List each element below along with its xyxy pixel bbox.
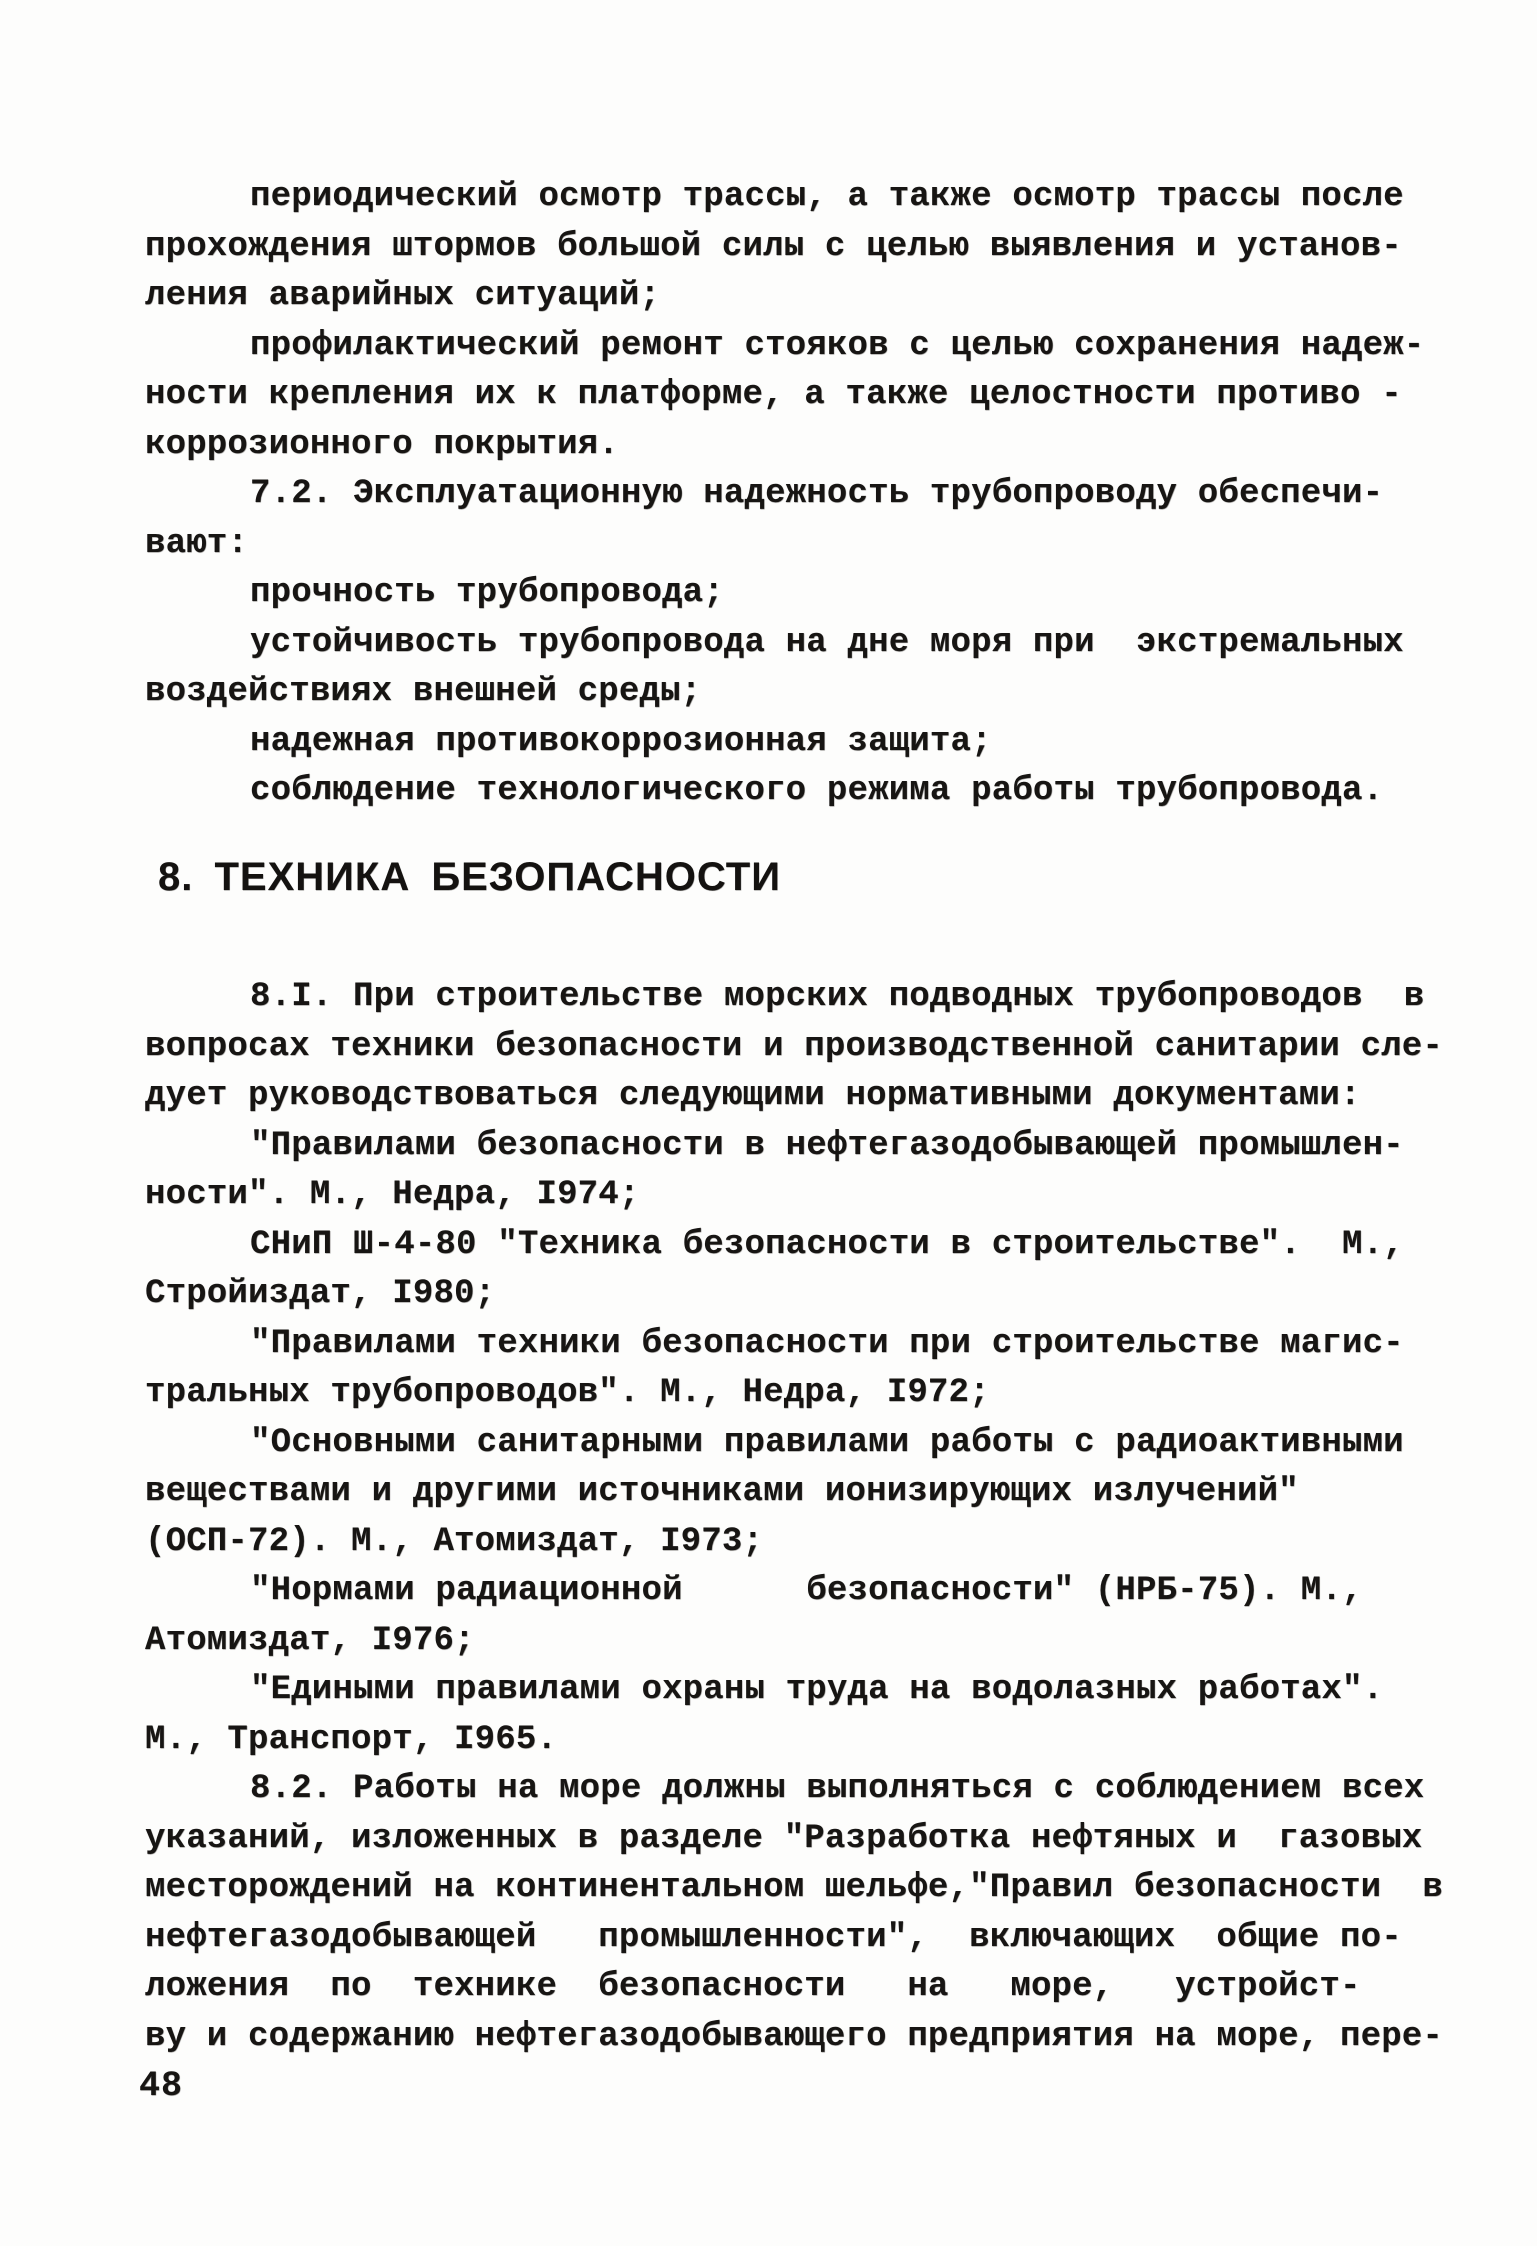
text-line: вают:: [145, 524, 249, 563]
text-line: воздействиях внешней среды;: [145, 673, 702, 711]
section-heading: 8. ТЕХНИКА БЕЗОПАСНОСТИ: [158, 854, 781, 899]
text-line: надежная противокоррозионная защита;: [250, 722, 992, 761]
text-line: прохождения штормов большой силы с целью выявления и установ-: [145, 227, 1402, 266]
text-line: устойчивость трубопровода на дне моря при экстремальных: [250, 623, 1404, 662]
text-line: вопросах техники безопасности и производственной санитарии сле-: [145, 1027, 1444, 1066]
text-line: нефтегазодобывающей промышленности", включающих общие по-: [145, 1918, 1402, 1957]
text-line: 7.2. Эксплуатационную надежность трубопроводу обеспечи-: [250, 475, 1384, 513]
text-line: "Правилами техники безопасности при строительстве магис-: [250, 1324, 1404, 1363]
document-lines: [139, 173, 1475, 2112]
text-line: коррозионного покрытия.: [145, 425, 619, 464]
text-line: "Едиными правилами охраны труда на водолазных работах".: [250, 1671, 1384, 1709]
text-line: 8.I. При строительстве морских подводных трубопроводов в: [250, 978, 1425, 1016]
text-line: месторождений на континентальном шельфе,"Правил безопасности в: [145, 1869, 1444, 1907]
text-line: соблюдение технологического режима работы трубопровода.: [250, 772, 1384, 810]
text-line: указаний, изложенных в разделе "Разработка нефтяных и газовых: [145, 1819, 1423, 1858]
text-line: "Нормами радиационной безопасности" (НРБ-75). М.,: [250, 1572, 1363, 1610]
text-line: ности крепления их к платформе, а также целостности противо -: [145, 376, 1402, 414]
text-line: М., Транспорт, I965.: [145, 1720, 558, 1759]
text-line: ложения по технике безопасности на море, устройст-: [145, 1968, 1361, 2006]
text-line: (ОСП-72). М., Атомиздат, I973;: [145, 1522, 764, 1561]
text-line: 8.2. Работы на море должны выполняться с соблюдением всех: [250, 1770, 1425, 1808]
text-line: ву и содержанию нефтегазодобывающего предприятия на море, пере-: [145, 2017, 1444, 2056]
text-line: прочность трубопровода;: [250, 574, 724, 612]
text-line: периодический осмотр трассы, а также осмотр трассы после: [250, 178, 1404, 216]
text-line: веществами и другими источниками ионизирующих излучений": [145, 1473, 1299, 1511]
page-number: 48: [139, 2066, 184, 2106]
text-line: дует руководствоваться следующими нормативными документами:: [145, 1077, 1361, 1115]
text-line: "Правилами безопасности в нефтегазодобывающей промышлен-: [250, 1126, 1404, 1165]
text-line: Стройиздат, I980;: [145, 1275, 496, 1313]
text-line: "Основными санитарными правилами работы с радиоактивными: [250, 1423, 1404, 1462]
text-line: Атомиздат, I976;: [145, 1621, 475, 1660]
text-line: ности". М., Недра, I974;: [145, 1176, 640, 1214]
text-line: тральных трубопроводов". М., Недра, I972;: [145, 1374, 990, 1412]
text-line: ления аварийных ситуаций;: [145, 277, 661, 315]
text-line: СНиП Ш-4-80 "Техника безопасности в строительстве". М.,: [250, 1225, 1404, 1264]
text-line: профилактический ремонт стояков с целью сохранения надеж-: [250, 326, 1425, 365]
